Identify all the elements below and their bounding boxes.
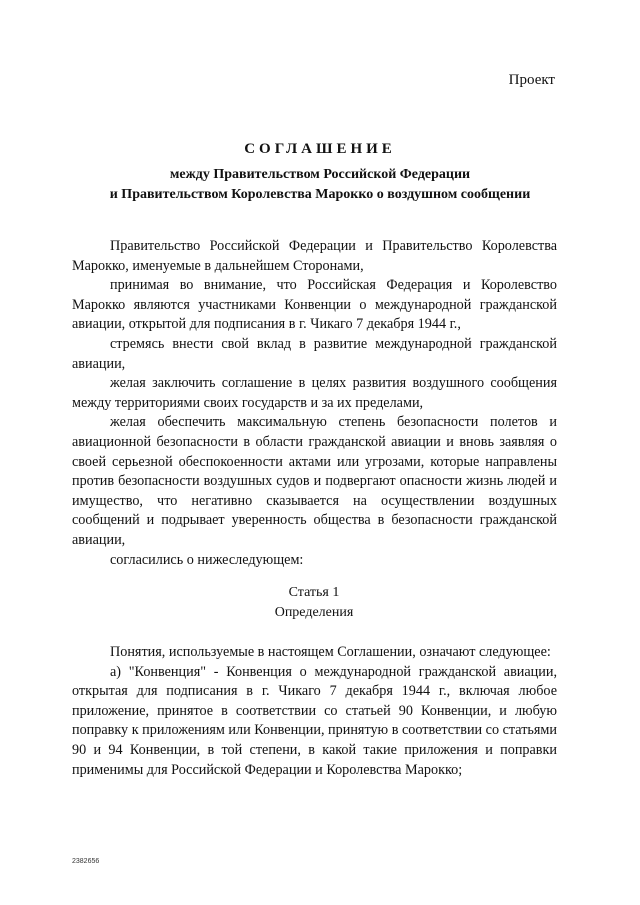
preamble-paragraph: Правительство Российской Федерации и Правительство Королевства Марокко, именуемые в дальнейшем Сторонами,: [72, 238, 557, 274]
document-title: СОГЛАШЕНИЕ: [244, 141, 396, 157]
preamble-paragraph: принимая во внимание, что Российская Федерация и Королевство Марокко являются участниками Конвенции о международной гражданской авиации, открытой для подписания в г. Чикаго 7 декабря 1944 г.,: [72, 277, 557, 333]
article-number: Статья 1: [288, 585, 340, 600]
article-paragraph: Понятия, используемые в настоящем Соглашении, означают следующее:: [110, 644, 551, 660]
preamble-paragraph: стремясь внести свой вклад в развитие международной гражданской авиации,: [72, 335, 557, 372]
document-number: 2382656: [72, 858, 100, 865]
preamble-paragraph: желая заключить соглашение в целях развития воздушного сообщения между территориями своих государств и за их пределами,: [72, 375, 557, 411]
preamble-paragraph: желая обеспечить максимальную степень безопасности полетов и авиационной безопасности в области гражданской авиации и вновь заявляя о своей серьезной обеспокоенности актами или угрозами, которые направлены против безопасности воздушных судов и подвергают опасности жизнь людей и имущество, что негативно сказывается на осуществлении воздушных сообщений и подрывает уверенность общества в безопасности гражданской авиации,: [72, 414, 557, 548]
article-heading: Определения: [274, 605, 354, 620]
article-paragraph: а) "Конвенция" - Конвенция о международной гражданской авиации, открытая для подписания в г. Чикаго 7 декабря 1944 г., включая любое приложение, принятое в соответствии со статьей 90 Конвенции, и любую поправку к приложениям или Конвенции, принятую в соответствии со статьями 90 и 94 Конвенции, в той степени, в какой такие приложения и поправки применимы для Российской Федерации и Королевства Марокко;: [72, 663, 557, 778]
draft-label: Проект: [508, 72, 555, 88]
preamble-paragraph: согласились о нижеследующем:: [110, 551, 304, 568]
document-subtitle-line-1: между Правительством Российской Федерации: [169, 167, 471, 182]
article-1-body: [72, 643, 557, 780]
document-subtitle-line-2: и Правительством Королевства Марокко о воздушном сообщении: [109, 187, 531, 202]
preamble: [72, 237, 557, 570]
